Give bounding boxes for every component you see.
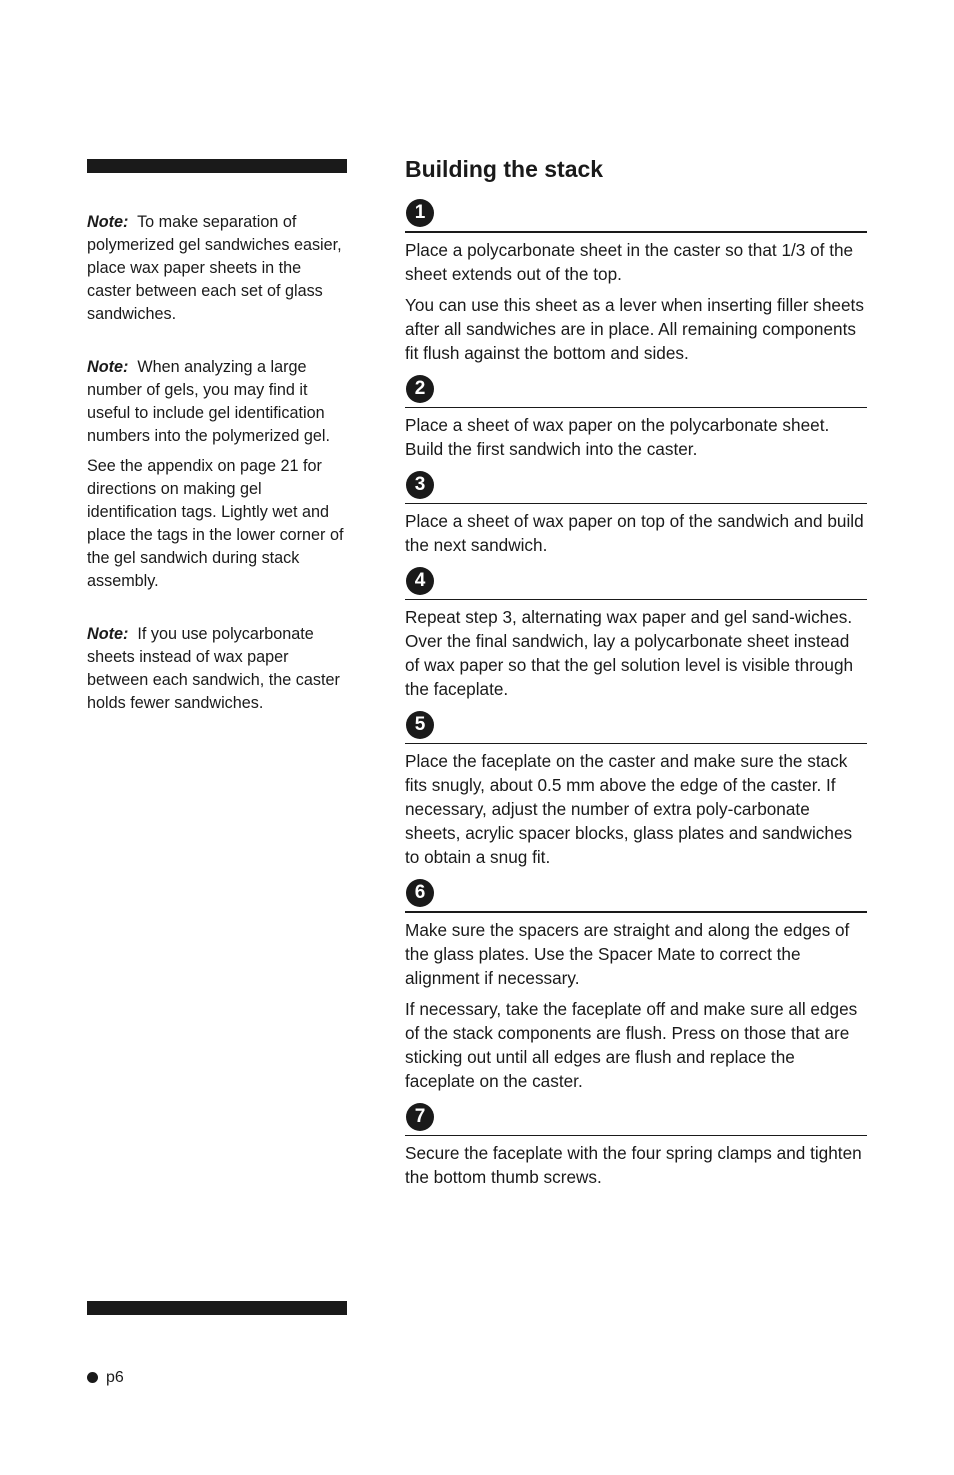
note-text: If you use polycarbonate sheets instead of wax paper between each sandwich, the caster holds fewer sandwiches.: [87, 625, 340, 712]
step-text: Make sure the spacers are straight and along the edges of the glass plates. Use the Spacer Mate to correct the alignment if necessary.: [405, 920, 850, 988]
step-4: [405, 564, 867, 701]
note-label: Note:: [87, 213, 129, 231]
step-number-badge: 3: [406, 471, 434, 499]
step-text: If necessary, take the faceplate off and make sure all edges of the stack components are flush. Press on those that are sticking out until all edges are flush and replace the faceplate on the caster.: [405, 999, 858, 1091]
step-body: [405, 504, 867, 557]
step-text: Place a sheet of wax paper on the polycarbonate sheet. Build the first sandwich into the caster.: [405, 415, 830, 459]
note-2: [87, 356, 347, 593]
page-footer: [87, 1367, 124, 1389]
step-header: [405, 468, 867, 504]
step-body: [405, 913, 867, 1093]
step-text: Secure the faceplate with the four spring clamps and tighten the bottom thumb screws.: [405, 1143, 862, 1187]
note-text: See the appendix on page 21 for directions on making gel identification tags. Lightly wet and place the tags in the lower corner of the gel sandwich during stack assembly.: [87, 457, 344, 590]
step-header: [405, 708, 867, 744]
sidebar-notes: [87, 211, 347, 715]
step-number-badge: 7: [406, 1103, 434, 1131]
bullet-dot-icon: [87, 1372, 98, 1383]
step-5: [405, 708, 867, 869]
step-number-badge: 6: [406, 879, 434, 907]
step-text: Repeat step 3, alternating wax paper and gel sand-wiches. Over the final sandwich, lay a polycarbonate sheet instead of wax paper so that the gel solution level is visible through the faceplate.: [405, 607, 854, 699]
step-text: Place the faceplate on the caster and make sure the stack fits snugly, about 0.5 mm above the edge of the caster. If necessary, adjust the number of extra poly-carbonate sheets, acrylic spacer blocks, glass plates and sandwiches to obtain a snug fit.: [405, 751, 853, 867]
note-1: [87, 211, 347, 326]
note-label: Note:: [87, 358, 129, 376]
step-body: [405, 408, 867, 461]
step-header: [405, 564, 867, 600]
note-3: [87, 623, 347, 715]
page-title: Building the stack: [405, 156, 604, 182]
step-6: [405, 876, 867, 1093]
step-text: Place a polycarbonate sheet in the caster so that 1/3 of the sheet extends out of the top.: [405, 240, 854, 284]
step-header: [405, 196, 867, 233]
main-content: [405, 154, 867, 1196]
step-text: Place a sheet of wax paper on top of the sandwich and build the next sandwich.: [405, 511, 864, 555]
step-body: [405, 744, 867, 869]
step-header: [405, 1100, 867, 1136]
step-body: [405, 600, 867, 701]
page-number: p6: [106, 1369, 124, 1386]
note-label: Note:: [87, 625, 129, 643]
step-header: [405, 372, 867, 408]
sidebar-top-rule: [87, 159, 347, 173]
step-header: [405, 876, 867, 913]
step-number-badge: 1: [406, 199, 434, 227]
step-body: [405, 1136, 867, 1189]
note-text: When analyzing a large number of gels, you may find it useful to include gel identification numbers into the polymerized gel.: [87, 358, 330, 445]
note-text: To make separation of polymerized gel sandwiches easier, place wax paper sheets in the caster between each set of glass sandwiches.: [87, 213, 342, 323]
step-number-badge: 5: [406, 711, 434, 739]
sidebar-bottom-rule: [87, 1301, 347, 1315]
step-2: [405, 372, 867, 461]
step-number-badge: 4: [406, 567, 434, 595]
step-7: [405, 1100, 867, 1189]
step-number-badge: 2: [406, 375, 434, 403]
step-3: [405, 468, 867, 557]
step-1: [405, 196, 867, 365]
step-body: [405, 233, 867, 365]
step-text: You can use this sheet as a lever when inserting filler sheets after all sandwiches are in place. All remaining components fit flush against the bottom and sides.: [405, 295, 864, 363]
